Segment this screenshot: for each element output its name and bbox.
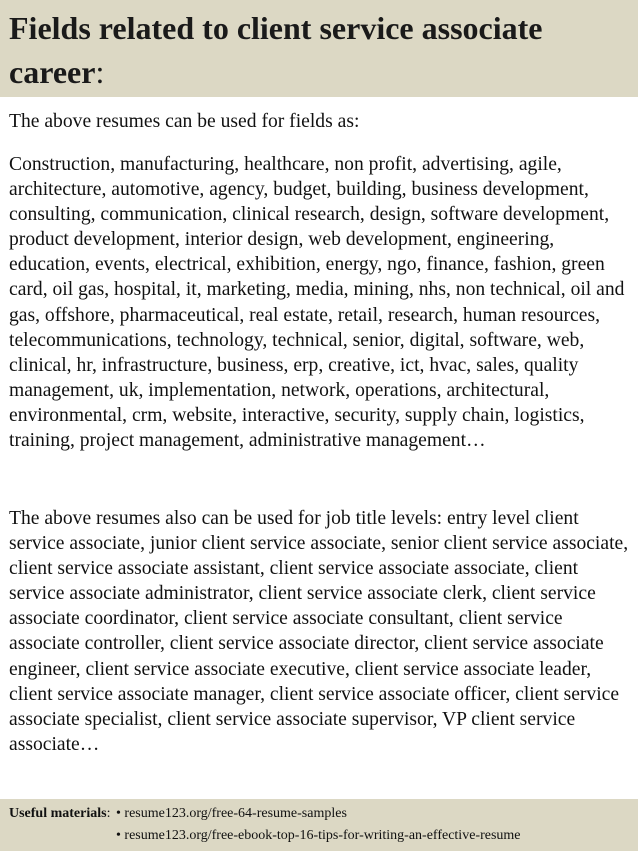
useful-materials-label <box>9 805 110 823</box>
useful-materials-label-text: Useful materials <box>9 806 107 821</box>
intro-paragraph: The above resumes can be used for fields as: <box>9 111 360 132</box>
resource-link-ebook-tips[interactable]: • resume123.org/free-ebook-top-16-tips-for-writing-an-effective-resume <box>116 828 521 843</box>
job-levels-paragraph: The above resumes also can be used for job title levels: entry level client service associate, junior client service associate, senior client service associate, client service associate assistant, client service associate associate, client service associate administrator, client service associate clerk, client service associate coordinator, client service associate consultant, client service associate controller, client service associate director, client service associate engineer, client service associate executive, client service associate leader, client service associate manager, client service associate officer, client service associate specialist, client service associate supervisor, VP client service associate… <box>9 508 629 755</box>
page-title-colon: : <box>95 54 105 90</box>
useful-materials-label-colon: : <box>106 806 111 821</box>
fields-paragraph: Construction, manufacturing, healthcare, non profit, advertising, agile, architecture, automotive, agency, budget, building, business development, consulting, communication, clinical research, design, software development, product development, interior design, web development, engineering, education, events, electrical, exhibition, energy, ngo, finance, fashion, green card, oil gas, hospital, it, marketing, media, mining, nhs, non technical, oil and gas, offshore, pharmaceutical, real estate, retail, research, human resources, telecommunications, technology, technical, senior, digital, software, web, clinical, hr, infrastructure, business, erp, creative, ict, hvac, sales, quality management, uk, implementation, network, operations, architectural, environmental, crm, website, interactive, security, supply chain, logistics, training, project management, administrative management… <box>9 154 625 452</box>
page-title <box>9 6 629 94</box>
page-title-text: Fields related to client service associate career <box>9 10 543 90</box>
resource-link-resume-samples[interactable]: • resume123.org/free-64-resume-samples <box>116 806 347 821</box>
